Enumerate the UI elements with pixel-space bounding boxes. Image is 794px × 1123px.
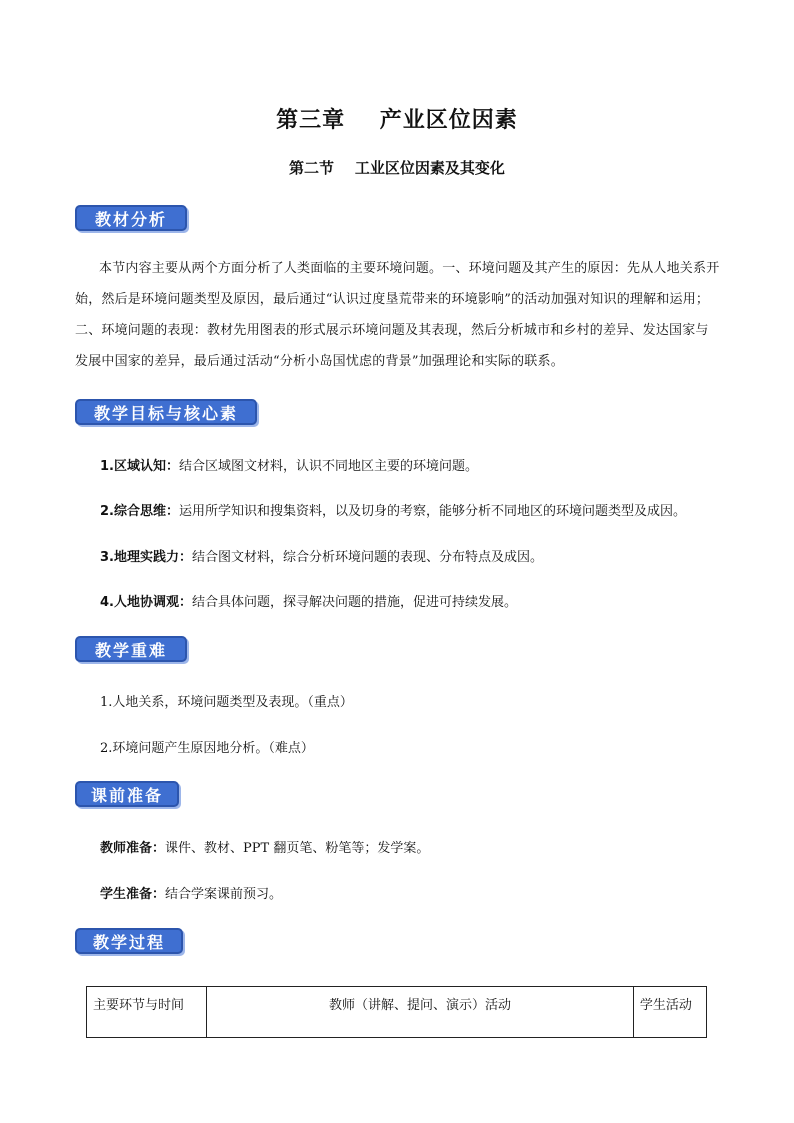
table-header-cell: 教师（讲解、提问、演示）活动 xyxy=(207,987,634,1038)
objective-text: 结合区域图文材料，认识不同地区主要的环境问题。 xyxy=(178,459,478,474)
objective-text: 结合图文材料，综合分析环境问题的表现、分布特点及成因。 xyxy=(191,550,543,565)
objectives-heading-badge: 教学目标与核心素养 xyxy=(75,399,257,425)
objective-label: 4.人地协调观： xyxy=(100,595,192,610)
preparation-heading-badge: 课前准备 xyxy=(75,781,179,807)
table-header-cell: 学生活动 xyxy=(633,987,706,1038)
objective-item xyxy=(100,500,686,519)
objective-item xyxy=(100,546,543,565)
process-heading-badge: 教学过程 xyxy=(75,928,183,954)
analysis-paragraph: 本节内容主要从两个方面分析了人类面临的主要环境问题。一、环境问题及其产生的原因：先从人地关系开始，然后是环境问题类型及原因，最后通过“认识过度垦荒带来的环境影响”的活动加强对知识的理解和运用；二、环境问题的表现：教材先用图表的形式展示环境问题及其表现，然后分析城市和乡村的差异、发达国家与发展中国家的差异，最后通过活动“分析小岛国忧虑的背景”加强理论和实际的联系。 xyxy=(75,261,720,369)
student-preparation-text: 结合学案课前预习。 xyxy=(165,887,283,902)
objective-item xyxy=(100,591,517,610)
section-title: 第二节 工业区位因素及其变化 xyxy=(289,159,505,177)
objective-item xyxy=(100,455,478,474)
student-preparation xyxy=(100,883,282,902)
objective-label: 1.区域认知： xyxy=(100,459,179,474)
table-header-cell: 主要环节与时间 xyxy=(87,987,207,1038)
chapter-title: 第三章 产业区位因素 xyxy=(276,108,518,133)
objective-text: 运用所学知识和搜集资料，以及切身的考察，能够分析不同地区的环境问题类型及成因。 xyxy=(178,504,686,519)
process-table xyxy=(86,986,707,1038)
student-preparation-label: 学生准备： xyxy=(100,887,166,902)
objective-label: 2.综合思维： xyxy=(100,504,179,519)
key-points-heading-badge: 教学重难点 xyxy=(75,636,187,662)
table-header-row xyxy=(87,987,707,1038)
teacher-preparation xyxy=(100,837,429,856)
key-point-item: 2.环境问题产生原因地分析。（难点） xyxy=(100,741,314,756)
objective-text: 结合具体问题，探寻解决问题的措施，促进可持续发展。 xyxy=(191,595,517,610)
teacher-preparation-label: 教师准备： xyxy=(100,841,166,856)
key-point-item: 1.人地关系，环境问题类型及表现。（重点） xyxy=(100,695,353,710)
objective-label: 3.地理实践力： xyxy=(100,550,192,565)
analysis-heading-badge: 教材分析 xyxy=(75,205,187,231)
teacher-preparation-text: 课件、教材、PPT 翻页笔、粉笔等；发学案。 xyxy=(165,841,430,856)
